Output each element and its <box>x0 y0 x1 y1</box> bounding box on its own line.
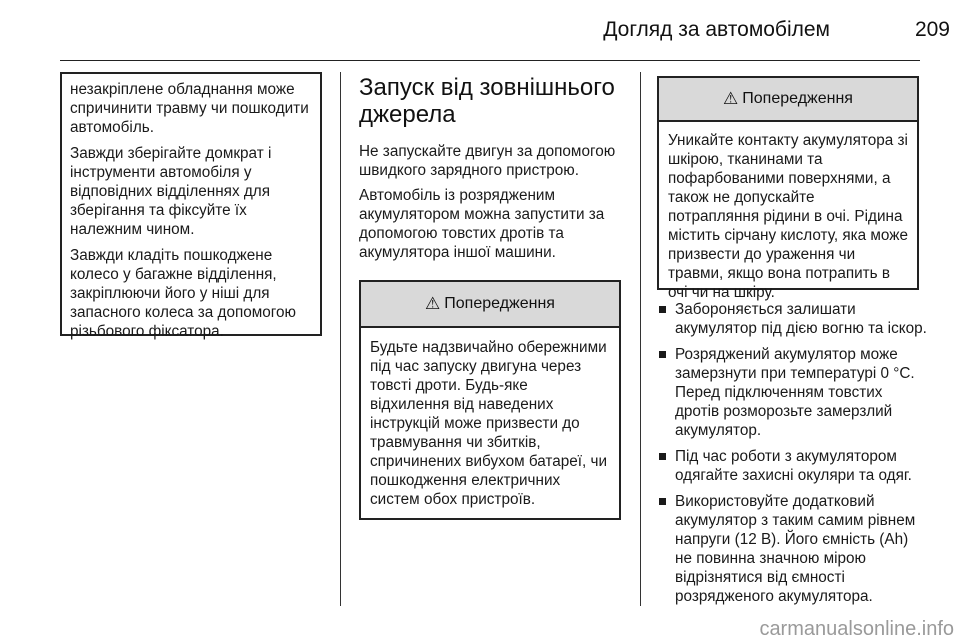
jump-start-section <box>359 74 624 268</box>
paragraph: Не запускайте двигун за допомогою швидкого зарядного пристрою. <box>359 143 616 179</box>
watermark: carmanualsonline.info <box>759 618 954 640</box>
square-bullet-icon <box>659 306 666 313</box>
list-item-text: Забороняється залишати акумулятор під дією вогню та іскор. <box>675 301 927 337</box>
list-item <box>657 345 927 440</box>
paragraph: незакріплене обладнання може спричинити травму чи пошкодити автомобіль. <box>70 81 309 136</box>
square-bullet-icon <box>659 453 666 460</box>
paragraph: Автомобіль із розрядженим акумулятором можна запустити за допомогою товстих дротів та акумулятора іншої машини. <box>359 187 605 261</box>
list-item-text: Під час роботи з акумулятором одягайте захисні окуляри та одяг. <box>675 448 912 484</box>
paragraph: Завжди зберігайте домкрат і інструменти автомобіля у відповідних відділеннях для зберігання та фіксуйте їх належним чином. <box>70 145 272 238</box>
continued-warning-box <box>60 72 322 340</box>
warning-header <box>361 282 619 328</box>
warning-text: Будьте надзвичайно обережними під час запуску двигуна через товсті дроти. Будь-яке відхилення від наведених інструкцій може призвести до травмування чи збитків, спричинених вибухом батареї, чи пошкодження електричних систем обох пристроїв. <box>370 339 608 508</box>
warning-triangle-icon: ⚠ <box>425 294 441 313</box>
header-title: Догляд за автомобілем <box>603 18 830 41</box>
warning-title: Попередження <box>444 295 555 312</box>
warning-triangle-icon: ⚠ <box>723 89 739 108</box>
list-item-text: Використовуйте додатковий акумулятор з таким самим рівнем напруги (12 В). Його ємність (Ah) не повинна значною мірою відрізнятися від ємності розрядженого акумулятора. <box>675 493 916 605</box>
section-title: Запуск від зовнішнього джерела <box>359 74 615 128</box>
square-bullet-icon <box>659 351 666 358</box>
warning-box-jump-start <box>359 280 621 520</box>
header-divider <box>60 60 920 61</box>
precautions-list <box>657 300 927 613</box>
page-number: 209 <box>914 18 950 41</box>
warning-box-acid <box>657 76 919 301</box>
list-item <box>657 492 927 606</box>
column-divider-1 <box>340 72 341 606</box>
column-divider-2 <box>640 72 641 606</box>
list-item-text: Розряджений акумулятор може замерзнути при температурі 0 °C. Перед підключенням товстих дротів розморозьте замерзлий акумулятор. <box>675 346 915 439</box>
list-item <box>657 447 927 485</box>
warning-title: Попередження <box>742 90 853 107</box>
list-item <box>657 300 927 338</box>
warning-text: Уникайте контакту акумулятора зі шкірою, тканинами та пофарбованими поверхнями, а також не допускайте потрапляння рідини в очі. Рідина містить сірчану кислоту, яка може призвести до ураження чи травми, якщо вона потрапить в очі чи на шкіру. <box>668 132 908 301</box>
square-bullet-icon <box>659 498 666 505</box>
paragraph: Завжди кладіть пошкоджене колесо у багажне відділення, закріплюючи його у ніші для запасного колеса за допомогою різьбового фіксатора. <box>70 247 297 340</box>
warning-header <box>659 78 917 122</box>
